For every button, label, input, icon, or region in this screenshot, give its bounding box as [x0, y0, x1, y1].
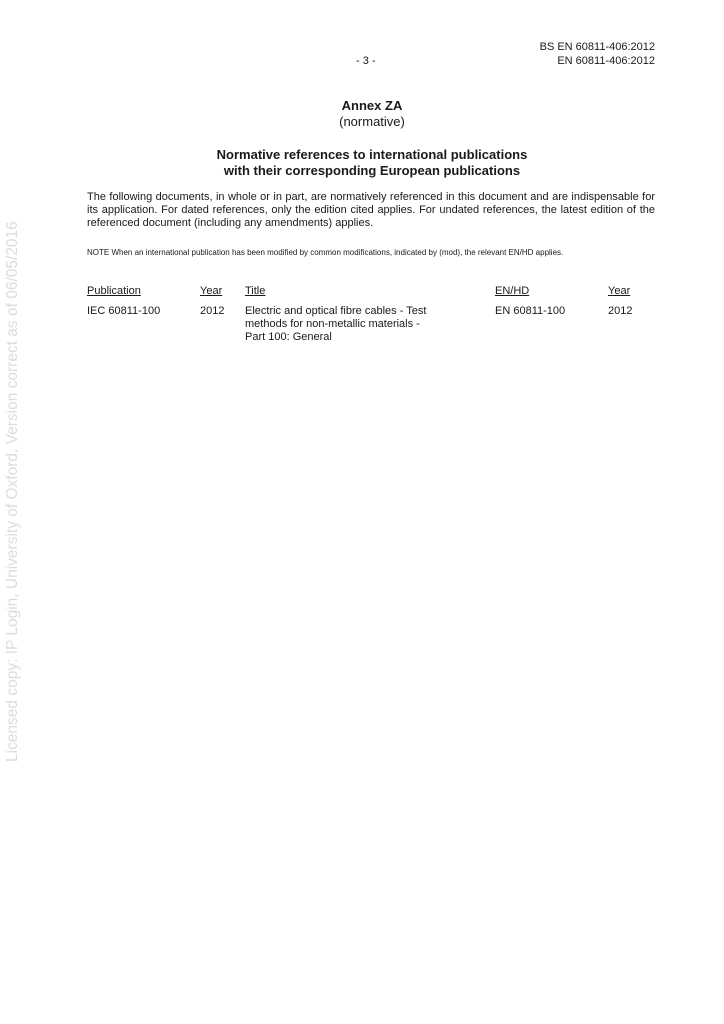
heading-line-1: Normative references to international publications [216, 147, 528, 162]
bs-standard-number: BS EN 60811-406:2012 [539, 41, 655, 53]
cell-title-line: Part 100: General [245, 331, 332, 343]
cell-title [245, 305, 445, 344]
license-watermark: Licensed copy: IP Login, University of Oxford, Version correct as of 06/05/2016 [4, 221, 21, 762]
table-row [87, 305, 657, 365]
section-heading [0, 147, 724, 179]
references-table [87, 285, 657, 365]
cell-title-line: Electric and optical fibre cables - Test [245, 305, 427, 317]
en-standard-number: EN 60811-406:2012 [557, 55, 655, 67]
header-en-year: Year [608, 285, 631, 297]
annex-title: Annex ZA [341, 98, 403, 113]
header-en-hd: EN/HD [495, 285, 530, 297]
annex-block [0, 98, 724, 130]
intro-paragraph: The following documents, in whole or in part, are normatively referenced in this document and are indispensable for its application. For dated references, only the edition cited applies. For undated references, the latest edition of the referenced document (including any amendments) applies. [87, 191, 655, 229]
table-header-row [87, 285, 657, 302]
cell-en-year: 2012 [608, 305, 633, 317]
cell-year: 2012 [200, 305, 225, 317]
header-publication: Publication [87, 285, 141, 297]
cell-en-hd: EN 60811-100 [495, 305, 566, 317]
standard-designation [540, 40, 655, 68]
header-year: Year [200, 285, 223, 297]
header-title: Title [245, 285, 266, 297]
note-paragraph: NOTE When an international publication has been modified by common modifications, indicated by (mod), the relevant EN/HD applies. [87, 248, 564, 257]
annex-subtitle: (normative) [339, 114, 405, 129]
cell-title-line: methods for non-metallic materials - [245, 318, 420, 330]
cell-publication: IEC 60811-100 [87, 305, 161, 317]
heading-line-2: with their corresponding European publications [223, 163, 521, 178]
page-number: - 3 - [356, 55, 376, 67]
